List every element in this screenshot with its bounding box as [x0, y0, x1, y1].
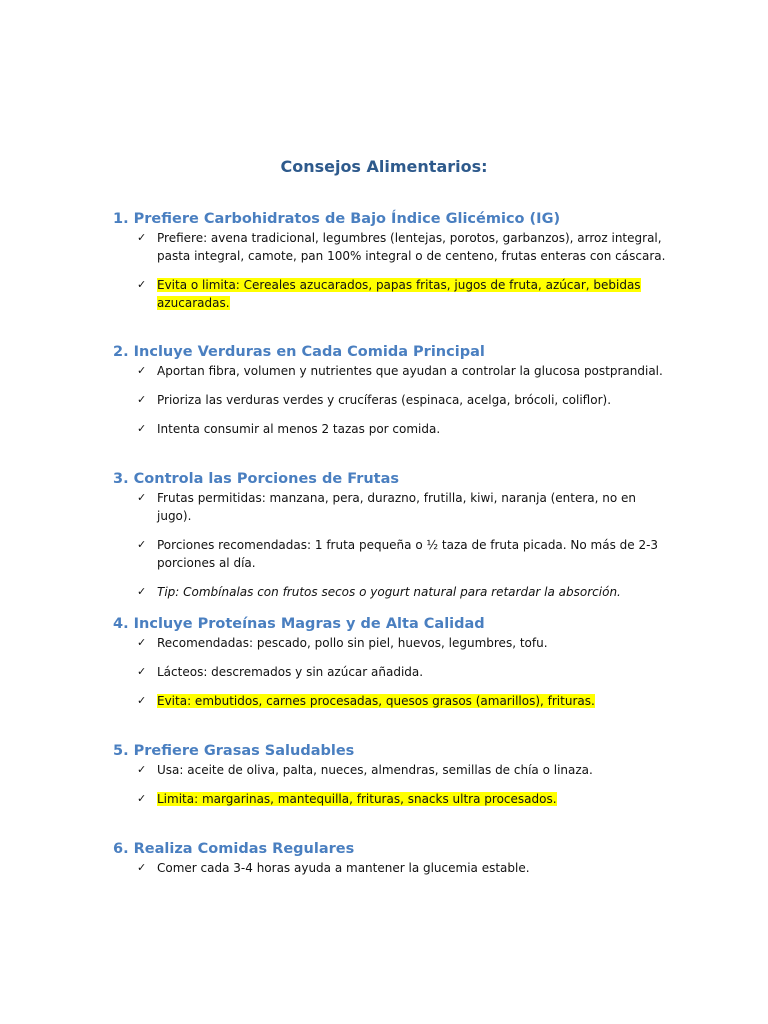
item-text: Usa: aceite de oliva, palta, nueces, almendras, semillas de chía o linaza. — [157, 763, 593, 777]
item-text: Intenta consumir al menos 2 tazas por comida. — [157, 422, 441, 436]
item-text-tip: Tip: Combínalas con frutos secos o yogurt natural para retardar la absorción. — [157, 585, 621, 599]
list-item — [113, 420, 673, 438]
list-item — [113, 790, 673, 808]
section-verduras — [113, 342, 673, 438]
check-icon: ✓ — [137, 231, 147, 244]
list-item — [113, 489, 673, 525]
check-icon: ✓ — [137, 694, 147, 707]
document-title: Consejos Alimentarios: — [280, 157, 488, 176]
list-item — [113, 362, 673, 380]
list-item — [113, 276, 673, 312]
check-icon: ✓ — [137, 636, 147, 649]
section-heading: 3. Controla las Porciones de Frutas — [113, 471, 400, 487]
list-item — [113, 229, 673, 265]
item-text: Frutas permitidas: manzana, pera, durazno, frutilla, kiwi, naranja (entera, no en jugo). — [157, 491, 637, 523]
section-proteinas — [113, 614, 673, 710]
section-carbohidratos — [113, 209, 673, 312]
list-item — [113, 663, 673, 681]
list-item — [113, 859, 673, 877]
item-text-highlighted: Limita: margarinas, mantequilla, frituras, snacks ultra procesados. — [157, 792, 557, 806]
section-grasas — [113, 741, 673, 808]
section-frutas — [113, 469, 673, 601]
section-heading: 2. Incluye Verduras en Cada Comida Principal — [113, 344, 485, 360]
check-icon: ✓ — [137, 491, 147, 504]
section-heading: 1. Prefiere Carbohidratos de Bajo Índice Glicémico (IG) — [113, 211, 561, 227]
item-text-highlighted: Evita o limita: Cereales azucarados, papas fritas, jugos de fruta, azúcar, bebidas azucaradas. — [157, 278, 641, 310]
item-text: Porciones recomendadas: 1 fruta pequeña o ½ taza de fruta picada. No más de 2-3 porciones al día. — [157, 538, 659, 570]
section-comidas-regulares — [113, 839, 673, 877]
check-icon: ✓ — [137, 364, 147, 377]
check-icon: ✓ — [137, 665, 147, 678]
item-text: Prefiere: avena tradicional, legumbres (lentejas, porotos, garbanzos), arroz integral, pasta integral, camote, pan 100% integral o de centeno, frutas enteras con cáscara. — [157, 231, 666, 263]
list-item — [113, 583, 673, 601]
check-icon: ✓ — [137, 278, 147, 291]
item-text: Prioriza las verduras verdes y crucíferas (espinaca, acelga, brócoli, coliflor). — [157, 393, 612, 407]
list-item — [113, 634, 673, 652]
section-heading: 4. Incluye Proteínas Magras y de Alta Calidad — [113, 616, 485, 632]
check-icon: ✓ — [137, 422, 147, 435]
check-icon: ✓ — [137, 861, 147, 874]
list-item — [113, 391, 673, 409]
list-item — [113, 536, 673, 572]
section-heading: 5. Prefiere Grasas Saludables — [113, 743, 355, 759]
item-text: Comer cada 3-4 horas ayuda a mantener la glucemia estable. — [157, 861, 530, 875]
item-text: Lácteos: descremados y sin azúcar añadida. — [157, 665, 424, 679]
list-item — [113, 692, 673, 710]
item-text: Recomendadas: pescado, pollo sin piel, huevos, legumbres, tofu. — [157, 636, 548, 650]
item-text: Aportan fibra, volumen y nutrientes que ayudan a controlar la glucosa postprandial. — [157, 364, 663, 378]
check-icon: ✓ — [137, 792, 147, 805]
check-icon: ✓ — [137, 585, 147, 598]
section-heading: 6. Realiza Comidas Regulares — [113, 841, 355, 857]
check-icon: ✓ — [137, 763, 147, 776]
check-icon: ✓ — [137, 393, 147, 406]
list-item — [113, 761, 673, 779]
check-icon: ✓ — [137, 538, 147, 551]
item-text-highlighted: Evita: embutidos, carnes procesadas, quesos grasos (amarillos), frituras. — [157, 694, 595, 708]
